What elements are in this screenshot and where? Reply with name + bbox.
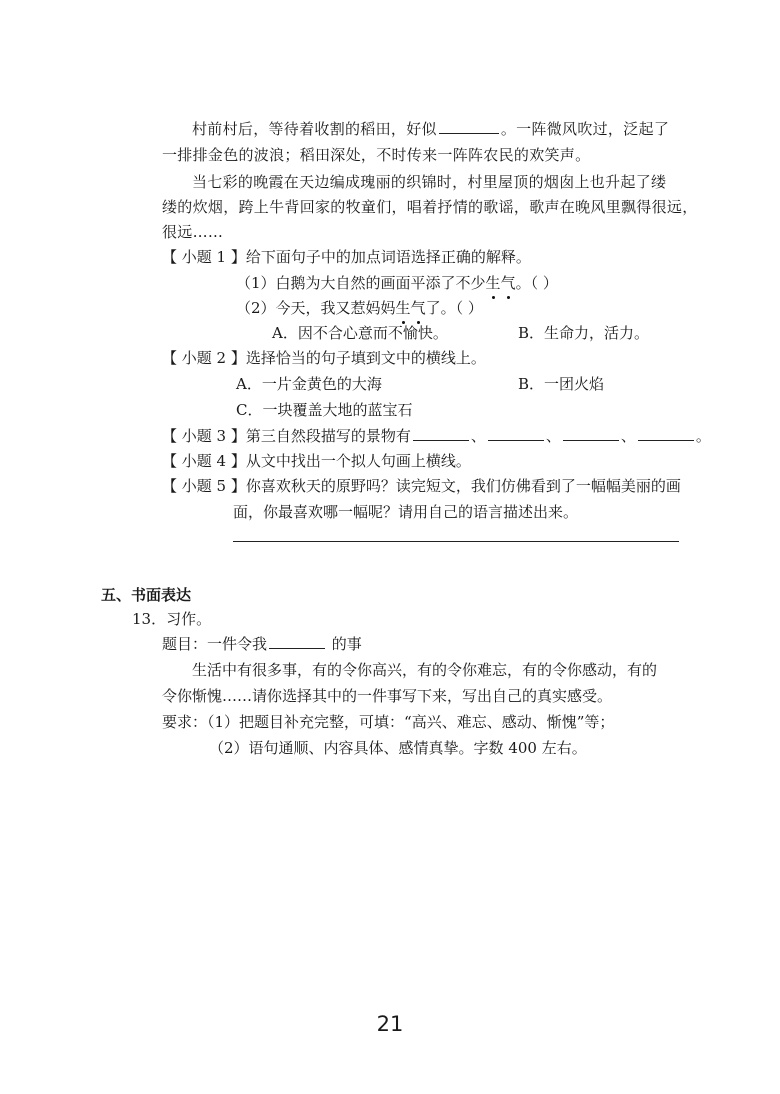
question-3 (162, 426, 711, 446)
question-2 (162, 348, 486, 368)
q1-sentence-1 (236, 273, 558, 293)
essay-desc: 生活中有很多事，有的令你高兴，有的令你难忘，有的令你感动，有的 (192, 661, 658, 679)
q1-option-a: A．因不合心意而不愉快。 (272, 324, 448, 342)
q1-option-b: B．生命力，活力。 (518, 324, 650, 342)
fill-blank[interactable] (488, 426, 544, 441)
q1-sentence-2 (236, 298, 483, 318)
essay-requirement: 要求：（1）把题目补充完整，可填：“高兴、难忘、感动、惭愧”等； (162, 713, 615, 731)
question-prompt: 从文中找出一个拟人句画上横线。 (245, 452, 471, 470)
question-tag: 【 小题 2 】 (162, 349, 246, 367)
passage-line: 缕的炊烟，跨上牛背回家的牧童们，唱着抒情的歌谣，歌声在晚风里飘得很远， (162, 198, 698, 216)
dotted-char: 生 (395, 299, 411, 317)
question-prompt: 给下面句子中的加点词语选择正确的解释。 (245, 248, 531, 266)
passage-line: 一排排金色的波浪；稻田深处，不时传来一阵阵农民的欢笑声。 (162, 146, 591, 164)
passage-line: 很远…… (162, 223, 224, 241)
passage-line: 当七彩的晚霞在天边编成瑰丽的织锦时，村里屋顶的烟囱上也升起了缕 (192, 173, 667, 191)
q2-option-a: A．一片金黄色的大海 (236, 375, 382, 393)
question-tag: 【 小题 3 】 (162, 427, 246, 445)
separator: 、 (470, 427, 486, 445)
essay-title (162, 634, 362, 654)
essay-desc: 令你惭愧……请你选择其中的一件事写下来，写出自己的真实感受。 (162, 687, 613, 705)
essay-requirement: （2）语句通顺、内容具体、感情真挚。字数 400 左右。 (209, 739, 587, 757)
q2-option-b: B．一团火焰 (518, 375, 605, 393)
question-prompt: 第三自然段描写的景物有 (245, 427, 411, 445)
passage-text: 。一阵微风吹过，泛起了 (500, 120, 670, 138)
fill-blank[interactable] (413, 426, 469, 441)
fill-blank[interactable] (269, 634, 325, 649)
question-4 (162, 451, 471, 471)
answer-paren[interactable]: 了。（ ） (425, 299, 483, 317)
question-prompt: 你喜欢秋天的原野吗？读完短文，我们仿佛看到了一幅幅美丽的画 (245, 477, 681, 495)
question-tag: 【 小题 1 】 (162, 248, 246, 266)
passage-line (192, 119, 669, 139)
separator: 、 (545, 427, 561, 445)
title-text: 的事 (331, 635, 362, 653)
dotted-char: 气 (410, 299, 426, 317)
question-tag: 【 小题 5 】 (162, 477, 246, 495)
section-heading: 五、书面表达 (101, 586, 192, 604)
fill-blank[interactable] (439, 119, 499, 134)
title-text: 题目：一件令我 (162, 635, 268, 653)
sentence-text: （2）今天，我又惹妈妈 (236, 299, 396, 317)
item-number: 13．习作。 (132, 610, 212, 628)
dotted-char: 生 (485, 274, 501, 292)
passage-text: 村前村后，等待着收割的稻田，好似 (192, 120, 437, 138)
question-prompt: 选择恰当的句子填到文中的横线上。 (245, 349, 486, 367)
dotted-char: 气 (500, 274, 516, 292)
question-5-cont: 面，你最喜欢哪一幅呢？请用自己的语言描述出来。 (233, 503, 579, 521)
question-5 (162, 476, 681, 496)
end-mark: 。 (695, 427, 711, 445)
question-1 (162, 247, 531, 267)
page-number: 21 (376, 1012, 404, 1036)
answer-paren[interactable]: 。（ ） (515, 274, 558, 292)
fill-blank[interactable] (563, 426, 619, 441)
q2-option-c: C．一块覆盖大地的蓝宝石 (236, 401, 413, 419)
question-tag: 【 小题 4 】 (162, 452, 246, 470)
separator: 、 (620, 427, 636, 445)
fill-blank[interactable] (638, 426, 694, 441)
sentence-text: （1）白鹅为大自然的画面平添了不少 (236, 274, 486, 292)
answer-line[interactable] (233, 541, 679, 542)
